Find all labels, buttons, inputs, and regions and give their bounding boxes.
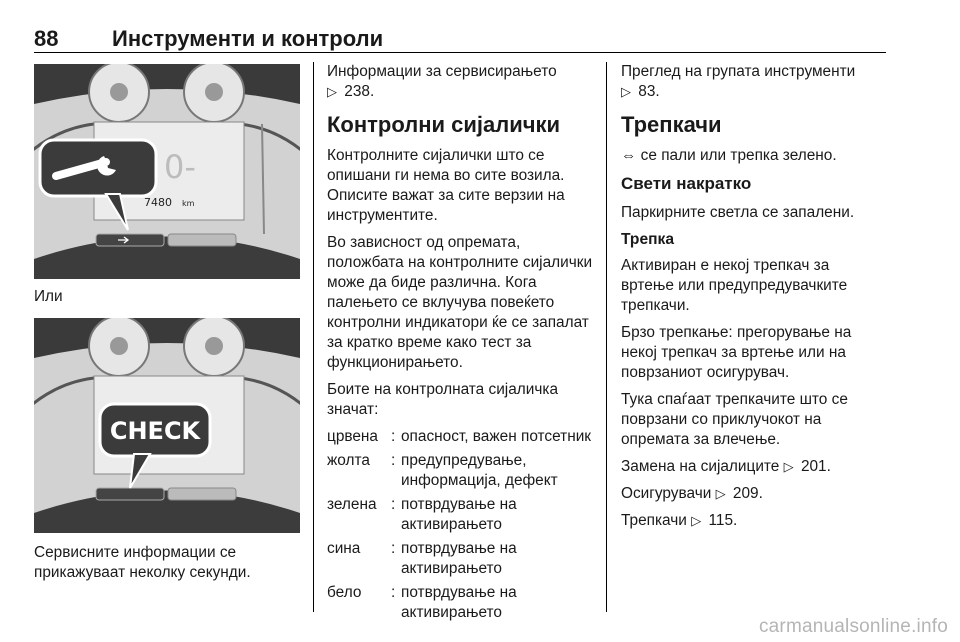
color-description: потврдување на активирањето bbox=[401, 584, 517, 621]
color-description: предупредување, информација, дефект bbox=[401, 452, 558, 489]
page-ref-arrow-icon: ▷ bbox=[691, 513, 702, 528]
bulb-replacement-ref: Замена на сијалиците ▷ 201. bbox=[621, 458, 831, 475]
page-number: 88 bbox=[34, 26, 59, 51]
page-ref-arrow-icon: ▷ bbox=[327, 84, 337, 99]
color-separator: : bbox=[391, 496, 396, 513]
column-3 bbox=[621, 62, 886, 538]
color-name: зелена bbox=[327, 496, 377, 513]
brief-text: Паркирните светла се запалени. bbox=[621, 204, 855, 221]
watermark: carmanualsonline.info bbox=[758, 616, 948, 637]
color-separator: : bbox=[391, 452, 396, 469]
flashing-text-1: Активиран е некој трепкач за вртење или предупредувачките трепкачи. bbox=[621, 257, 848, 314]
paragraph-3: Боите на контролната сијаличка значат: bbox=[327, 381, 559, 418]
section-heading-warning-lights: Контролни сијалички bbox=[327, 112, 561, 137]
fuses-page-link[interactable]: 209. bbox=[732, 485, 763, 502]
column-divider-2 bbox=[606, 62, 607, 612]
overview-ref: Преглед на групата инструменти ▷ 83. bbox=[621, 63, 856, 100]
flashing-text-3: Тука спаѓаат трепкачите што се поврзани со приклучокот на опремата за влечење. bbox=[621, 391, 848, 448]
check-text: CHECK bbox=[109, 417, 201, 445]
turn-signal-description: ⇔ се пали или трепка зелено. bbox=[621, 147, 837, 164]
cluster-illustration-check bbox=[34, 318, 300, 533]
color-description: потврдување на активирањето bbox=[401, 496, 517, 533]
color-name: сина bbox=[327, 540, 361, 557]
turn-signal-arrows-icon: ⇔ bbox=[621, 147, 637, 164]
paragraph-1: Контролните сијалички што се опишани ги нема во сите возила. Описите важат за сите верзии на инструментите. bbox=[327, 147, 565, 224]
page-ref-arrow-icon: ▷ bbox=[715, 486, 726, 501]
service-info-page-link[interactable]: 238. bbox=[344, 83, 375, 100]
color-description: потврдување на активирањето bbox=[401, 540, 517, 577]
section-heading-turn-signals: Трепкачи bbox=[621, 112, 722, 137]
page-ref-arrow-icon: ▷ bbox=[783, 459, 794, 474]
fuses-ref: Осигурувачи ▷ 209. bbox=[621, 485, 763, 502]
odometer-unit: km bbox=[182, 199, 195, 208]
service-caption: Сервисните информации се прикажуваат неколку секунди. bbox=[34, 544, 251, 581]
svg-text:0-: 0- bbox=[164, 148, 196, 186]
or-label: Или bbox=[34, 288, 63, 305]
odometer-reading: 7480 bbox=[144, 196, 172, 209]
turn-signals-ref: Трепкачи ▷ 115. bbox=[621, 512, 738, 529]
color-name: бело bbox=[327, 584, 362, 601]
color-name: црвена bbox=[327, 428, 378, 445]
page-ref-arrow-icon: ▷ bbox=[621, 84, 631, 99]
column-2 bbox=[327, 62, 595, 623]
flashing-text-2: Брзо трепкање: прегорување на некој трепкач за вртење или на поврзаниот осигурувач. bbox=[621, 324, 852, 381]
page-title: Инструменти и контроли bbox=[112, 26, 384, 51]
color-separator: : bbox=[391, 428, 396, 445]
service-info-ref: Информации за сервисирањето ▷ 238. bbox=[327, 63, 557, 100]
overview-page-link[interactable]: 83. bbox=[638, 83, 660, 100]
subheading-flashing: Трепка bbox=[621, 231, 675, 248]
bulb-page-link[interactable]: 201. bbox=[800, 458, 831, 475]
color-meaning-list bbox=[327, 427, 595, 623]
subheading-brief: Свети накратко bbox=[621, 174, 752, 193]
cluster-illustration-wrench bbox=[34, 64, 300, 279]
header-rule bbox=[34, 52, 886, 53]
color-separator: : bbox=[391, 540, 396, 557]
color-name: жолта bbox=[327, 452, 370, 469]
color-separator: : bbox=[391, 584, 396, 601]
paragraph-2: Во зависност од опремата, положбата на контролните сијалички може да биде различна. Кога палењето се вклучува повеќето контролни индикатори ќе се запалат за кратко време како тест за функционирањето. bbox=[327, 234, 593, 371]
column-divider-1 bbox=[313, 62, 314, 612]
turn-signals-page-link[interactable]: 115. bbox=[708, 512, 738, 529]
color-description: опасност, важен потсетник bbox=[401, 428, 592, 445]
